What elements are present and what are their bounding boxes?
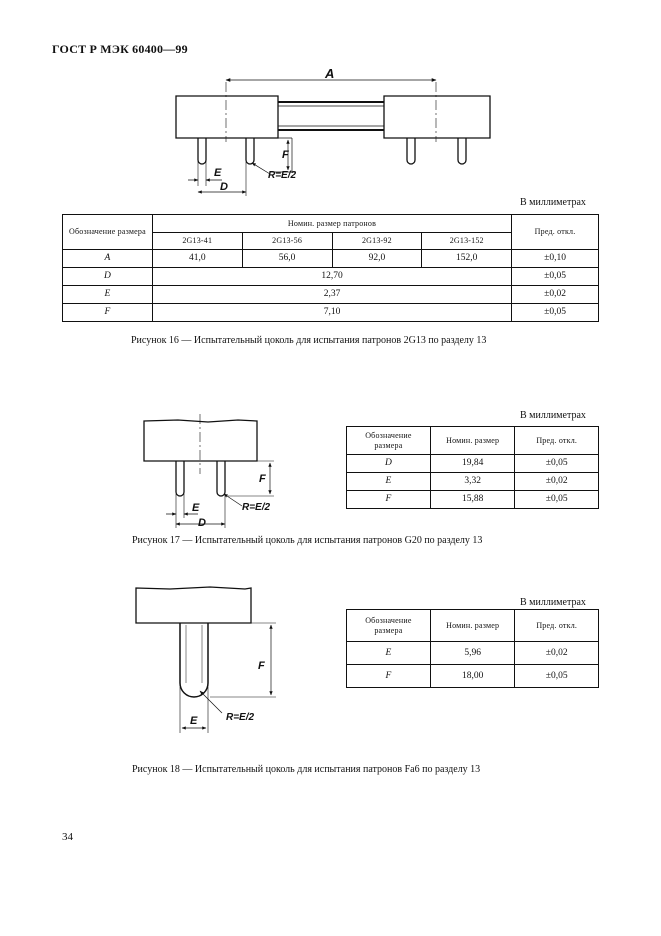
table-row [347, 665, 599, 688]
fig17-table [346, 426, 599, 509]
fig16-drawing [170, 62, 500, 197]
fig16-cell-tolerance: ±0,05 [512, 304, 599, 322]
fig18-block [136, 587, 251, 623]
fig17-header-nominal: Номин. размер [430, 427, 515, 455]
fig16-subheader: 2G13-41 [152, 233, 242, 250]
fig18-header-designation: Обозначение размера [347, 610, 431, 642]
table-row [347, 473, 599, 491]
fig18-caption: Рисунок 18 — Испытательный цоколь для испытания патронов Fa6 по разделу 13 [132, 764, 481, 775]
fig17-row-name: D [347, 455, 431, 473]
fig16-pin-1 [198, 138, 206, 164]
fig17-label-R: R=E/2 [242, 502, 271, 513]
fig16-left-block [176, 96, 278, 138]
fig16-caption: Рисунок 16 — Испытательный цоколь для испытания патронов 2G13 по разделу 13 [131, 335, 487, 346]
fig17-row-name: F [347, 491, 431, 509]
fig16-cell-tolerance: ±0,10 [512, 250, 599, 268]
fig17-cell-tolerance: ±0,05 [515, 455, 599, 473]
table-row [63, 304, 599, 322]
fig17-header-tolerance: Пред. откл. [515, 427, 599, 455]
fig16-cell-value: 92,0 [332, 250, 422, 268]
fig16-row-name: E [63, 286, 153, 304]
fig16-row-name: D [63, 268, 153, 286]
fig18-cell-value: 18,00 [430, 665, 515, 688]
fig16-header-nominal: Номин. размер патронов [152, 215, 511, 233]
fig16-header-tolerance: Пред. откл. [512, 215, 599, 250]
fig16-label-A: A [325, 66, 335, 81]
fig16-label-D: D [220, 181, 228, 193]
fig16-subheader: 2G13-152 [422, 233, 512, 250]
fig16-cell-value: 2,37 [152, 286, 511, 304]
fig18-table [346, 609, 599, 688]
table-row [63, 268, 599, 286]
fig17-label-F: F [259, 473, 266, 485]
fig16-cell-value: 41,0 [152, 250, 242, 268]
fig17-cell-value: 15,88 [430, 491, 515, 509]
fig17-pin-1 [176, 461, 184, 496]
fig17-header-designation: Обозначение размера [347, 427, 431, 455]
fig16-right-block [384, 96, 490, 138]
fig18-drawing [130, 583, 290, 738]
fig17-label-D: D [198, 517, 206, 529]
fig17-block [144, 420, 257, 461]
fig18-cell-value: 5,96 [430, 642, 515, 665]
fig18-label-F: F [258, 660, 265, 672]
table-row [347, 455, 599, 473]
fig16-pin-4 [458, 138, 466, 164]
fig16-subheader: 2G13-56 [242, 233, 332, 250]
fig17-cell-tolerance: ±0,05 [515, 491, 599, 509]
fig18-header-tolerance: Пред. откл. [515, 610, 599, 642]
fig17-caption: Рисунок 17 — Испытательный цоколь для испытания патронов G20 по разделу 13 [132, 535, 483, 546]
page-number: 34 [62, 831, 73, 843]
fig16-cell-tolerance: ±0,05 [512, 268, 599, 286]
fig16-pin-3 [407, 138, 415, 164]
fig17-cell-tolerance: ±0,02 [515, 473, 599, 491]
fig18-label-E: E [190, 715, 198, 727]
table-row [347, 642, 599, 665]
fig18-header-nominal: Номин. размер [430, 610, 515, 642]
fig16-row-name: F [63, 304, 153, 322]
fig17-label-E: E [192, 502, 200, 514]
fig17-units: В миллиметрах [520, 410, 586, 421]
fig17-row-name: E [347, 473, 431, 491]
fig18-row-name: E [347, 642, 431, 665]
fig16-subheader: 2G13-92 [332, 233, 422, 250]
fig16-row-name: A [63, 250, 153, 268]
fig16-table [62, 214, 599, 322]
fig16-cell-value: 56,0 [242, 250, 332, 268]
table-row [63, 286, 599, 304]
fig16-label-E: E [214, 167, 222, 179]
fig17-pin-2 [217, 461, 225, 496]
fig16-label-R: R=E/2 [268, 170, 297, 181]
document-header: ГОСТ Р МЭК 60400—99 [52, 42, 188, 56]
fig17-cell-value: 3,32 [430, 473, 515, 491]
fig16-header-designation: Обозначение размера [63, 215, 153, 250]
fig16-units: В миллиметрах [520, 197, 586, 208]
fig18-cell-tolerance: ±0,02 [515, 642, 599, 665]
fig16-cell-value: 152,0 [422, 250, 512, 268]
fig18-label-R: R=E/2 [226, 712, 255, 723]
fig16-cell-value: 7,10 [152, 304, 511, 322]
fig17-cell-value: 19,84 [430, 455, 515, 473]
fig18-pin [180, 623, 208, 697]
fig16-pin-2 [246, 138, 254, 164]
fig16-label-F: F [282, 149, 289, 161]
fig17-drawing [138, 412, 298, 532]
fig16-cell-value: 12,70 [152, 268, 511, 286]
fig18-row-name: F [347, 665, 431, 688]
table-row [63, 250, 599, 268]
fig18-cell-tolerance: ±0,05 [515, 665, 599, 688]
table-row [347, 491, 599, 509]
fig16-cell-tolerance: ±0,02 [512, 286, 599, 304]
fig18-units: В миллиметрах [520, 597, 586, 608]
